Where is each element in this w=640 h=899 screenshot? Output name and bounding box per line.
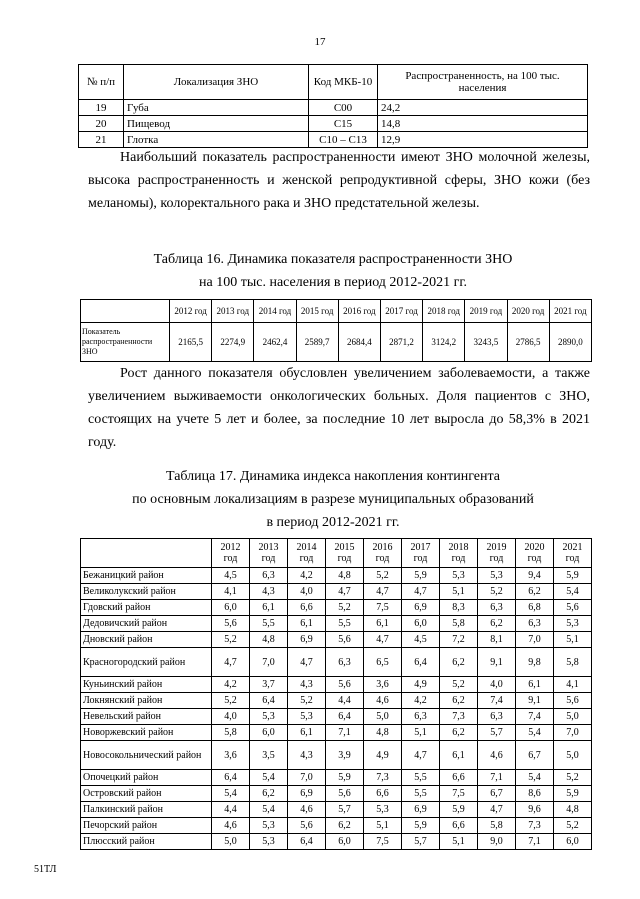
- table-cell: 5,8: [478, 818, 516, 834]
- table-cell: 6,6: [440, 818, 478, 834]
- district-name: Палкинский район: [81, 802, 212, 818]
- table-cell: 6,0: [326, 834, 364, 850]
- table-cell: 6,8: [516, 600, 554, 616]
- table-cell: 7,5: [364, 600, 402, 616]
- table-cell: 5,0: [212, 834, 250, 850]
- table-cell: 4,1: [212, 584, 250, 600]
- table-cell: 5,2: [440, 677, 478, 693]
- year-header: 2020 год: [507, 300, 549, 323]
- table-cell: 9,0: [478, 834, 516, 850]
- year-header: 2017 год: [402, 539, 440, 568]
- district-name: Невельский район: [81, 709, 212, 725]
- table-cell: С10 – С13: [309, 132, 378, 148]
- table-cell: 2589,7: [296, 323, 338, 362]
- table-cell: 8,1: [478, 632, 516, 648]
- table-row: [81, 802, 592, 818]
- year-header: 2019 год: [465, 300, 507, 323]
- year-header: 2018 год: [440, 539, 478, 568]
- table-cell: 6,9: [402, 802, 440, 818]
- column-header: Распространенность, на 100 тыс. населения: [378, 65, 588, 100]
- table-cell: 21: [79, 132, 124, 148]
- table-cell: 7,3: [440, 709, 478, 725]
- table-cell: 4,1: [554, 677, 592, 693]
- table-cell: 5,7: [402, 834, 440, 850]
- table-cell: 14,8: [378, 116, 588, 132]
- table-cell: 4,7: [212, 648, 250, 677]
- table-cell: 5,4: [250, 770, 288, 786]
- table-row: [81, 616, 592, 632]
- table-cell: 4,2: [212, 677, 250, 693]
- table-cell: 6,1: [364, 616, 402, 632]
- district-name: Опочецкий район: [81, 770, 212, 786]
- table-cell: 4,8: [554, 802, 592, 818]
- table-cell: 9,4: [516, 568, 554, 584]
- paragraph-growth-explanation: [88, 362, 590, 454]
- footer-code: 51ТЛ: [34, 864, 57, 875]
- year-header: 2014 год: [254, 300, 296, 323]
- table-cell: 4,2: [288, 568, 326, 584]
- table-cell: 5,9: [402, 818, 440, 834]
- table-cell: 2462,4: [254, 323, 296, 362]
- year-header: 2014 год: [288, 539, 326, 568]
- table-cell: 5,5: [326, 616, 364, 632]
- district-name: Гдовский район: [81, 600, 212, 616]
- table-cell: 5,5: [250, 616, 288, 632]
- table-cell: 5,2: [288, 693, 326, 709]
- empty-header-cell: [81, 539, 212, 568]
- table-cell: 6,0: [250, 725, 288, 741]
- table-cell: 4,6: [288, 802, 326, 818]
- table-row: [81, 834, 592, 850]
- year-header: 2016 год: [364, 539, 402, 568]
- table-cell: 7,0: [516, 632, 554, 648]
- district-name: Печорский район: [81, 818, 212, 834]
- table-cell: 6,4: [288, 834, 326, 850]
- table-cell: 6,4: [250, 693, 288, 709]
- table-cell: 5,6: [212, 616, 250, 632]
- district-name: Бежаницкий район: [81, 568, 212, 584]
- table-cell: 7,3: [516, 818, 554, 834]
- table-cell: 6,6: [364, 786, 402, 802]
- table-cell: 5,4: [250, 802, 288, 818]
- year-header: 2016 год: [338, 300, 380, 323]
- row-label: Показатель распространенности ЗНО: [81, 323, 170, 362]
- table-row: [81, 584, 592, 600]
- table-row: [81, 632, 592, 648]
- table-cell: 4,8: [326, 568, 364, 584]
- table-row: [79, 116, 588, 132]
- column-header: № п/п: [79, 65, 124, 100]
- table-cell: 7,4: [478, 693, 516, 709]
- table-cell: 5,3: [440, 568, 478, 584]
- table-cell: 6,9: [288, 786, 326, 802]
- table-cell: 5,8: [212, 725, 250, 741]
- table-cell: 5,9: [326, 770, 364, 786]
- table-cell: 3,6: [364, 677, 402, 693]
- table-cell: 5,2: [326, 600, 364, 616]
- year-header: 2012 год: [170, 300, 212, 323]
- table-17-caption-line-1: Таблица 17. Динамика индекса накопления контингента: [165, 469, 501, 484]
- district-name: Красногородский район: [81, 648, 212, 677]
- table-cell: 6,7: [478, 786, 516, 802]
- empty-header-cell: [81, 300, 170, 323]
- table-cell: 7,1: [516, 834, 554, 850]
- table-cell: С15: [309, 116, 378, 132]
- localization-table: [78, 64, 588, 148]
- table-cell: 5,3: [250, 709, 288, 725]
- table-cell: 7,0: [288, 770, 326, 786]
- table-row: [81, 648, 592, 677]
- table-cell: 5,1: [402, 725, 440, 741]
- table-cell: 6,1: [250, 600, 288, 616]
- table-cell: 4,9: [402, 677, 440, 693]
- table-row: [81, 600, 592, 616]
- table-cell: 4,6: [364, 693, 402, 709]
- table-cell: 7,2: [440, 632, 478, 648]
- table-row: [81, 741, 592, 770]
- table-cell: 3,6: [212, 741, 250, 770]
- table-cell: 5,3: [250, 818, 288, 834]
- column-header: Локализация ЗНО: [124, 65, 309, 100]
- district-name: Новоржевский район: [81, 725, 212, 741]
- table-cell: 6,0: [212, 600, 250, 616]
- table-cell: 6,4: [212, 770, 250, 786]
- table-cell: 5,9: [402, 568, 440, 584]
- table-cell: 7,0: [250, 648, 288, 677]
- table-row: [81, 693, 592, 709]
- table-cell: 5,3: [288, 709, 326, 725]
- table-cell: 4,5: [212, 568, 250, 584]
- table-cell: 6,2: [478, 616, 516, 632]
- table-cell: 5,2: [364, 568, 402, 584]
- table-cell: 6,3: [478, 600, 516, 616]
- district-name: Новосокольнический район: [81, 741, 212, 770]
- table-cell: 4,8: [250, 632, 288, 648]
- table-cell: 2871,2: [380, 323, 422, 362]
- table-17-caption-line-2: по основным локализациям в разрезе муниципальных образований: [132, 492, 534, 507]
- table-cell: 6,3: [478, 709, 516, 725]
- table-cell: 6,3: [402, 709, 440, 725]
- table-cell: 19: [79, 100, 124, 116]
- year-header: 2017 год: [380, 300, 422, 323]
- table-cell: 6,1: [516, 677, 554, 693]
- table-cell: 5,9: [440, 802, 478, 818]
- table-cell: 5,9: [554, 786, 592, 802]
- table-cell: 5,3: [250, 834, 288, 850]
- district-name: Дедовичский район: [81, 616, 212, 632]
- table-cell: 9,1: [478, 648, 516, 677]
- table-cell: 5,2: [554, 770, 592, 786]
- table-cell: 3,9: [326, 741, 364, 770]
- table-cell: 5,0: [364, 709, 402, 725]
- table-cell: 4,7: [402, 584, 440, 600]
- table-cell: 4,4: [326, 693, 364, 709]
- table-cell: 4,7: [478, 802, 516, 818]
- table-row: [81, 725, 592, 741]
- table-cell: 4,5: [402, 632, 440, 648]
- table-cell: 6,2: [250, 786, 288, 802]
- table-cell: 5,6: [288, 818, 326, 834]
- table-cell: 2165,5: [170, 323, 212, 362]
- table-cell: 7,3: [364, 770, 402, 786]
- table-cell: 4,7: [288, 648, 326, 677]
- district-name: Островский район: [81, 786, 212, 802]
- table-row: [81, 818, 592, 834]
- table-cell: 5,2: [212, 693, 250, 709]
- table-cell: 4,6: [478, 741, 516, 770]
- paragraph-leading-indicators: [88, 146, 590, 215]
- table-cell: 5,8: [554, 648, 592, 677]
- table-cell: 2274,9: [212, 323, 254, 362]
- table-cell: 6,1: [288, 725, 326, 741]
- table-cell: 5,1: [554, 632, 592, 648]
- paragraph-text: Наибольший показатель распространенности имеют ЗНО молочной железы, высока распространенность и женской репродуктивной сферы, ЗНО кожи (без меланомы), колоректального рака и ЗНО предстательной железы.: [88, 150, 590, 211]
- table-cell: 5,4: [554, 584, 592, 600]
- table-cell: 6,6: [288, 600, 326, 616]
- table-cell: Губа: [124, 100, 309, 116]
- district-name: Плюсский район: [81, 834, 212, 850]
- table-cell: 5,8: [440, 616, 478, 632]
- table-cell: 2684,4: [338, 323, 380, 362]
- table-cell: 5,4: [212, 786, 250, 802]
- table-cell: 4,2: [402, 693, 440, 709]
- table-cell: 6,6: [440, 770, 478, 786]
- table-cell: 6,3: [326, 648, 364, 677]
- table-cell: 9,6: [516, 802, 554, 818]
- table-cell: 5,6: [326, 677, 364, 693]
- table-header-row: [81, 539, 592, 568]
- table-cell: 3243,5: [465, 323, 507, 362]
- table-cell: 6,2: [516, 584, 554, 600]
- table-cell: 6,5: [364, 648, 402, 677]
- table-cell: 4,3: [250, 584, 288, 600]
- district-name: Дновский район: [81, 632, 212, 648]
- table-cell: 8,6: [516, 786, 554, 802]
- table-header-row: [81, 300, 592, 323]
- paragraph-text: Рост данного показателя обусловлен увеличением заболеваемости, а также увеличением выживаемости онкологических больных. Доля пациентов с ЗНО, состоящих на учете 5 лет и более, за последние 10 лет выросла до 58,3% в 2021 году.: [88, 366, 590, 450]
- table-cell: 4,8: [364, 725, 402, 741]
- table-cell: 6,2: [440, 693, 478, 709]
- table-cell: 5,1: [440, 584, 478, 600]
- table-cell: 5,2: [478, 584, 516, 600]
- table-cell: 4,9: [364, 741, 402, 770]
- district-name: Куньинский район: [81, 677, 212, 693]
- table-cell: 5,6: [554, 600, 592, 616]
- table-cell: 5,4: [516, 770, 554, 786]
- table-cell: 5,1: [364, 818, 402, 834]
- table-cell: 9,8: [516, 648, 554, 677]
- table-cell: 3124,2: [423, 323, 465, 362]
- table-cell: 6,1: [440, 741, 478, 770]
- table-row: [81, 770, 592, 786]
- table-cell: 20: [79, 116, 124, 132]
- table-cell: 6,0: [402, 616, 440, 632]
- table-cell: 5,5: [402, 770, 440, 786]
- table-cell: 3,5: [250, 741, 288, 770]
- table-cell: 6,2: [440, 725, 478, 741]
- table-cell: 6,2: [440, 648, 478, 677]
- column-header: Код МКБ-10: [309, 65, 378, 100]
- year-header: 2021 год: [554, 539, 592, 568]
- table-cell: 5,0: [554, 709, 592, 725]
- table-row: [81, 323, 592, 362]
- table-cell: 12,9: [378, 132, 588, 148]
- table-cell: 5,6: [326, 786, 364, 802]
- table-cell: 3,7: [250, 677, 288, 693]
- year-header: 2013 год: [250, 539, 288, 568]
- table-cell: 4,4: [212, 802, 250, 818]
- table-cell: 9,1: [516, 693, 554, 709]
- table-cell: 6,1: [288, 616, 326, 632]
- table-cell: 7,0: [554, 725, 592, 741]
- table-cell: 6,4: [326, 709, 364, 725]
- page-number: 17: [314, 36, 326, 48]
- table-cell: 6,9: [288, 632, 326, 648]
- table-cell: 6,2: [326, 818, 364, 834]
- table-16-caption-line-1: Таблица 16. Динамика показателя распространенности ЗНО: [153, 252, 513, 267]
- year-header: 2018 год: [423, 300, 465, 323]
- table-cell: 4,0: [288, 584, 326, 600]
- table-cell: 6,0: [554, 834, 592, 850]
- table-cell: 5,1: [440, 834, 478, 850]
- table-cell: 5,3: [478, 568, 516, 584]
- accumulation-index-table: [80, 538, 592, 850]
- table-cell: 7,1: [326, 725, 364, 741]
- table-cell: 5,3: [554, 616, 592, 632]
- table-cell: 6,3: [250, 568, 288, 584]
- table-cell: 5,6: [326, 632, 364, 648]
- district-name: Великолукский район: [81, 584, 212, 600]
- year-header: 2012 год: [212, 539, 250, 568]
- table-cell: 5,7: [478, 725, 516, 741]
- table-cell: 4,7: [326, 584, 364, 600]
- prevalence-dynamics-table: [80, 299, 592, 362]
- table-cell: 24,2: [378, 100, 588, 116]
- table-cell: 5,5: [402, 786, 440, 802]
- year-header: 2015 год: [296, 300, 338, 323]
- table-cell: 6,7: [516, 741, 554, 770]
- table-cell: 2786,5: [507, 323, 549, 362]
- table-cell: 5,6: [554, 693, 592, 709]
- table-17-caption-line-3: в период 2012-2021 гг.: [266, 515, 400, 530]
- table-cell: 7,5: [364, 834, 402, 850]
- table-cell: С00: [309, 100, 378, 116]
- table-row: [79, 100, 588, 116]
- table-row: [81, 709, 592, 725]
- table-cell: 4,7: [364, 632, 402, 648]
- table-cell: Глотка: [124, 132, 309, 148]
- year-header: 2019 год: [478, 539, 516, 568]
- table-header-row: [79, 65, 588, 100]
- table-cell: 4,0: [212, 709, 250, 725]
- table-cell: 5,0: [554, 741, 592, 770]
- table-cell: 7,4: [516, 709, 554, 725]
- table-cell: 2890,0: [549, 323, 591, 362]
- table-cell: 7,1: [478, 770, 516, 786]
- table-cell: 5,2: [554, 818, 592, 834]
- table-cell: 6,3: [516, 616, 554, 632]
- table-cell: 5,3: [364, 802, 402, 818]
- table-row: [81, 568, 592, 584]
- table-row: [81, 677, 592, 693]
- table-cell: 5,9: [554, 568, 592, 584]
- table-16-caption-line-2: на 100 тыс. населения в период 2012-2021 гг.: [199, 275, 467, 290]
- year-header: 2020 год: [516, 539, 554, 568]
- table-cell: 4,3: [288, 741, 326, 770]
- table-cell: 5,2: [212, 632, 250, 648]
- table-cell: Пищевод: [124, 116, 309, 132]
- table-cell: 4,0: [478, 677, 516, 693]
- table-cell: 4,7: [364, 584, 402, 600]
- table-cell: 7,5: [440, 786, 478, 802]
- table-row: [81, 786, 592, 802]
- table-cell: 5,7: [326, 802, 364, 818]
- table-cell: 8,3: [440, 600, 478, 616]
- year-header: 2015 год: [326, 539, 364, 568]
- table-cell: 6,9: [402, 600, 440, 616]
- year-header: 2013 год: [212, 300, 254, 323]
- table-cell: 4,7: [402, 741, 440, 770]
- table-cell: 4,6: [212, 818, 250, 834]
- table-cell: 6,4: [402, 648, 440, 677]
- table-cell: 4,3: [288, 677, 326, 693]
- table-cell: 5,4: [516, 725, 554, 741]
- district-name: Локнянский район: [81, 693, 212, 709]
- year-header: 2021 год: [549, 300, 591, 323]
